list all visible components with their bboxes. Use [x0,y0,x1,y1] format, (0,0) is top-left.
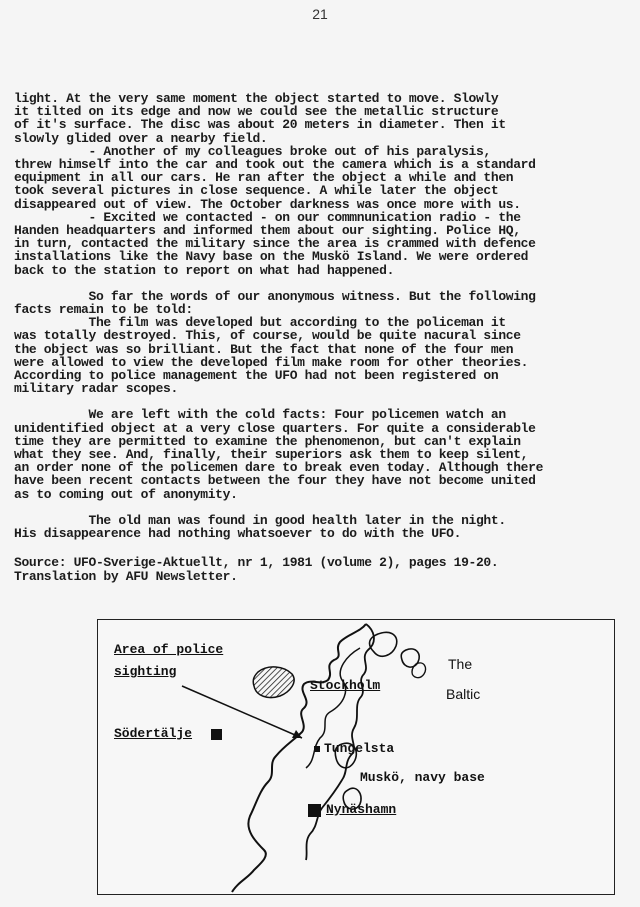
text-line: in turn, contacted the military since the area is crammed with defence [14,236,536,252]
text-line: installations like the Navy base on the Muskö Island. We were ordered [14,249,529,265]
text-line: We are left with the cold facts: Four policemen watch an [14,407,506,423]
text-line: it tilted on its edge and now we could see the metallic structure [14,104,499,120]
text-line: According to police management the UFO had not been registered on [14,368,499,384]
text-line: disappeared out of view. The October darkness was once more with us. [14,196,521,212]
text-line: The old man was found in good health later in the night. [14,512,506,528]
map-label-the: The [448,656,473,672]
text-line: back to the station to report on what had happened. [14,262,395,278]
island [412,663,426,678]
paragraph [14,408,634,500]
coastline [232,624,366,892]
text-line: as to coming out of anonymity. [14,486,238,502]
text-line: The film was developed but according to the policeman it [14,315,506,331]
text-line: light. At the very same moment the object started to move. Slowly [14,91,499,106]
map-label-stockholm: Stockholm [310,678,381,693]
text-line: threw himself into the car and took out the camera which is a standard [14,157,536,173]
text-line: were allowed to view the developed film make room for other theories. [14,354,529,370]
paragraph [14,290,634,396]
text-line: Source: UFO-Sverige-Aktuellt, nr 1, 1981 (volume 2), pages 19-20. [14,555,499,571]
map-label-area-2: sighting [114,664,177,679]
text-line: took several pictures in close sequence. A while later the object [14,183,499,199]
page-number: 21 [312,6,328,22]
paragraph [14,514,634,540]
article-body [14,92,634,583]
text-line: time they are permitted to examine the phenomenon, but can't explain [14,433,521,449]
text-line: - Another of my colleagues broke out of his paralysis, [14,143,491,159]
map-figure [97,619,615,895]
map-label-tungelsta: Tungelsta [324,741,395,756]
text-line: what they see. And, finally, their superiors ask them to keep silent, [14,447,529,463]
text-line: Handen headquarters and informed them about our sighting. Police HQ, [14,223,521,239]
nynashamn-marker [308,804,321,817]
text-line: slowly glided over a nearby field. [14,130,268,146]
text-line: His disappearence had nothing whatsoever to do with the UFO. [14,526,462,542]
text-line: military radar scopes. [14,381,178,397]
map-label-baltic: Baltic [446,686,481,702]
text-line: - Excited we contacted - on our commnunication radio - the [14,209,521,225]
map-label-sodertalje: Södertälje [114,726,193,741]
map-label-area-1: Area of police [114,642,224,657]
text-line: was totally destroyed. This, of course, would be quite nacural since [14,328,521,344]
text-line: of it's surface. The disc was about 20 meters in diameter. Then it [14,117,506,133]
text-line: have been recent contacts between the four they have not become united [14,473,536,489]
text-line: facts remain to be told: [14,302,193,318]
map-drawing [98,620,616,896]
sighting-area [253,667,294,698]
sodertalje-marker [211,729,222,740]
text-line: Translation by AFU Newsletter. [14,568,238,584]
map-label-nynashamn: Nynäshamn [326,802,397,817]
map-label-musko: Muskö, navy base [360,770,485,785]
paragraph [14,92,634,277]
text-line: an order none of the policemen dare to break even today. Although there [14,460,544,476]
text-line: the object was so brilliant. But the fact that none of the four men [14,341,514,357]
source-citation [14,556,634,582]
text-line: equipment in all our cars. He ran after the object a while and then [14,170,514,186]
text-line: unidentified object at a very close quarters. For quite a considerable [14,420,536,436]
tungelsta-marker [314,746,320,752]
text-line: So far the words of our anonymous witness. But the following [14,288,536,304]
